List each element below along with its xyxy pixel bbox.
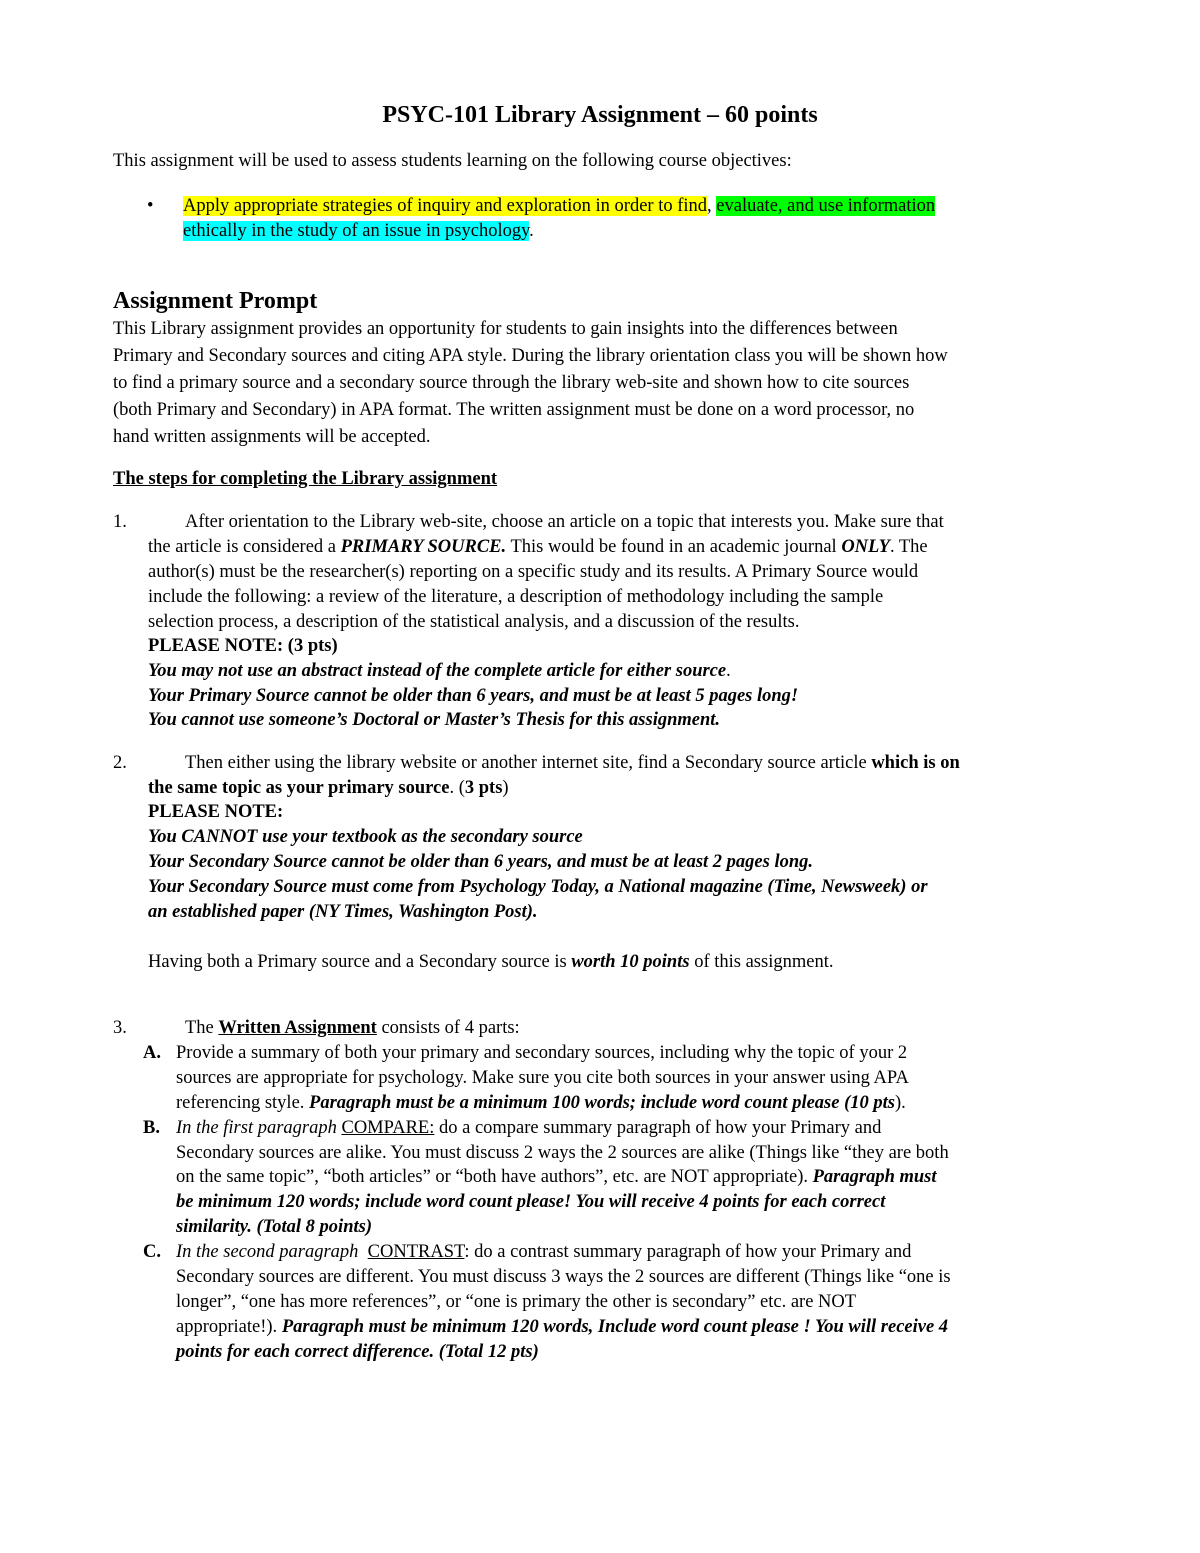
step-1-line: selection process, a description of the statistical analysis, and a discussion of the results. — [148, 612, 800, 632]
step-1-rule: Your Primary Source cannot be older than 6 years, and must be at least 5 pages long! — [148, 686, 799, 706]
step-2-rule: an established paper (NY Times, Washington Post). — [148, 902, 538, 922]
part-a-line: Provide a summary of both your primary and secondary sources, including why the topic of your 2 — [176, 1043, 908, 1063]
step-1-note: PLEASE NOTE: (3 pts) — [148, 636, 338, 656]
part-b-line: similarity. (Total 8 points) — [176, 1217, 372, 1237]
step-2-rule: Your Secondary Source must come from Psychology Today, a National magazine (Time, Newsweek) or — [148, 877, 928, 897]
objective-line-2: ethically in the study of an issue in psychology. — [183, 221, 534, 241]
part-c-line: In the second paragraph CONTRAST: do a contrast summary paragraph of how your Primary and — [176, 1242, 912, 1262]
bullet-icon: • — [147, 196, 154, 216]
prompt-line: to find a primary source and a secondary source through the library web-site and shown how to cite sources — [113, 373, 910, 393]
prompt-line: hand written assignments will be accepted. — [113, 427, 431, 447]
step-2-note: PLEASE NOTE: — [148, 802, 284, 822]
part-b-line: on the same topic”, “both articles” or “both have authors”, etc. are NOT appropriate). Paragraph must — [176, 1167, 937, 1187]
objective-highlight-yellow: Apply appropriate strategies of inquiry and exploration in order to find — [183, 196, 708, 216]
step-3-number: 3. — [113, 1018, 127, 1038]
prompt-line: This Library assignment provides an opportunity for students to gain insights into the differences between — [113, 319, 898, 339]
objective-highlight-cyan: ethically in the study of an issue in psychology — [183, 221, 530, 241]
part-a-line: sources are appropriate for psychology. Make sure you cite both sources in your answer using APA — [176, 1068, 909, 1088]
intro-text: This assignment will be used to assess students learning on the following course objectives: — [113, 151, 792, 171]
prompt-heading: Assignment Prompt — [113, 288, 318, 314]
step-1-rule: You cannot use someone’s Doctoral or Master’s Thesis for this assignment. — [148, 710, 721, 730]
step-1-line: include the following: a review of the literature, a description of methodology including the sample — [148, 587, 884, 607]
step-1-line: After orientation to the Library web-site, choose an article on a topic that interests you. Make sure that — [185, 512, 944, 532]
step-3-line: The Written Assignment consists of 4 parts: — [185, 1018, 520, 1038]
step-2-line: the same topic as your primary source. (3 pts) — [148, 778, 509, 798]
step-1-number: 1. — [113, 512, 127, 532]
part-c-line: Secondary sources are different. You must discuss 3 ways the 2 sources are different (Things like “one is — [176, 1267, 951, 1287]
step-1-line: the article is considered a PRIMARY SOURCE. This would be found in an academic journal ONLY. The — [148, 537, 928, 557]
document-title: PSYC-101 Library Assignment – 60 points — [382, 102, 818, 128]
step-2-line: Then either using the library website or another internet site, find a Secondary source article which is on — [185, 753, 960, 773]
part-c-line: longer”, “one has more references”, or “one is primary the other is secondary” etc. are NOT — [176, 1292, 857, 1312]
step-2-number: 2. — [113, 753, 127, 773]
part-a-line: referencing style. Paragraph must be a minimum 100 words; include word count please (10 pts). — [176, 1093, 906, 1113]
step-2-worth: Having both a Primary source and a Secondary source is worth 10 points of this assignment. — [148, 952, 834, 972]
part-b-letter: B. — [143, 1118, 160, 1138]
step-2-rule: Your Secondary Source cannot be older than 6 years, and must be at least 2 pages long. — [148, 852, 814, 872]
step-1-rule: You may not use an abstract instead of the complete article for either source. — [148, 661, 731, 681]
step-2-rule: You CANNOT use your textbook as the secondary source — [148, 827, 583, 847]
objective-highlight-green: evaluate, and use information — [716, 196, 936, 216]
step-1-line: author(s) must be the researcher(s) reporting on a specific study and its results. A Primary Source would — [148, 562, 919, 582]
steps-heading: The steps for completing the Library assignment — [113, 469, 498, 489]
part-c-line: appropriate!). Paragraph must be minimum 120 words, Include word count please ! You will receive 4 — [176, 1317, 949, 1337]
part-b-line: be minimum 120 words; include word count please! You will receive 4 points for each correct — [176, 1192, 886, 1212]
part-c-line: points for each correct difference. (Total 12 pts) — [176, 1342, 539, 1362]
part-c-letter: C. — [143, 1242, 161, 1262]
objective-line-1: Apply appropriate strategies of inquiry and exploration in order to find, evaluate, and use information — [183, 196, 936, 216]
part-b-line: Secondary sources are alike. You must discuss 2 ways the 2 sources are alike (Things like “they are both — [176, 1143, 949, 1163]
part-a-letter: A. — [143, 1043, 161, 1063]
prompt-line: (both Primary and Secondary) in APA format. The written assignment must be done on a word processor, no — [113, 400, 915, 420]
part-b-line: In the first paragraph COMPARE: do a compare summary paragraph of how your Primary and — [176, 1118, 882, 1138]
prompt-line: Primary and Secondary sources and citing APA style. During the library orientation class you will be shown how — [113, 346, 948, 366]
